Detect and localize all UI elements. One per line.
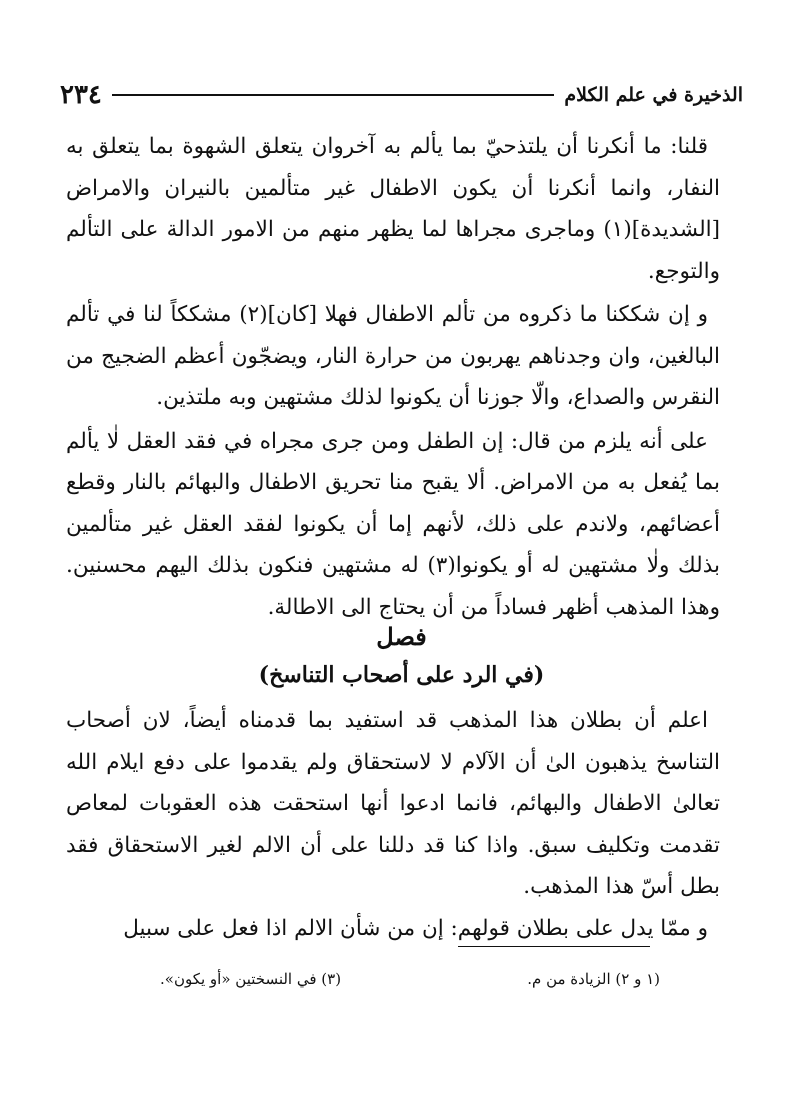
main-text-bottom <box>66 700 720 949</box>
paragraph: قلنا: ما أنكرنا أن يلتذحيّ بما يألم به آخروان يتعلق الشهوة بما يتعلق به النفار، وانما أنكرنا أن يكون الاطفال غير متألمين بالنيران والامراض [الشديدة](١) وماجرى مجراها لما يظهر منهم من الامور الدالة على التألم والتوجع. <box>66 134 720 284</box>
header-rule <box>112 94 554 96</box>
book-title: الذخيرة في علم الكلام <box>564 84 743 106</box>
paragraph: على أنه يلزم من قال: إن الطفل ومن جرى مجراه في فقد العقل لٰا يألم بما يُفعل به من الامراض. ألا يقبح منا تحريق الاطفال والبهائم بالنار وقطع أعضائهم، ولاندم على ذلك، لأنهم إما أن يكونوا لفقد العقل غير متألمين بذلك ولٰا مشتهين له أو يكونوا(٣) له مشتهين فنكون بذلك اليهم محسنين. وهذا المذهب أظهر فساداً من أن يحتاج الى الاطالة. <box>66 428 720 620</box>
main-text-top <box>66 126 720 628</box>
footnote-divider <box>458 946 650 947</box>
footnote: (١ و ٢) الزيادة من م. <box>527 970 660 988</box>
paragraph: اعلم أن بطلان هذا المذهب قد استفيد بما قدمناه أيضاً، لان أصحاب التناسخ يذهبون الىٰ أن الآلام لا لاستحقاق ولم يقدموا على دفع ايلام الله تعالىٰ الاطفال والبهائم، فانما ادعوا أنها استحقت هذه العقوبات لمعاص تقدمت وتكليف سبق. واذا كنا قد دللنا على أن الالم لغير الاستحقاق فقد بطل أسّ هذا المذهب. <box>66 708 720 899</box>
footnote: (٣) في النسختين «أو يكون». <box>160 970 342 988</box>
footnotes <box>160 970 660 988</box>
paragraph: و ممّا يدل على بطلان قولهم: إن من شأن الالم اذا فعل على سبيل <box>123 915 708 941</box>
paragraph: و إن شككنا ما ذكروه من تألم الاطفال فهلا [كان](٢) مشككاً لنا في تألم البالغين، وان وجدناهم يهربون من حرارة النار، ويضجّون أعظم الضجيج من النقرس والصداع، والّا جوزنا أن يكونوا لذلك مشتهين وبه ملتذين. <box>66 302 720 410</box>
running-header <box>60 76 743 114</box>
page-number: ٢٣٤ <box>60 80 102 110</box>
section-heading: فصل <box>376 622 427 651</box>
section-subheading: (في الرد على أصحاب التناسخ) <box>258 662 545 688</box>
